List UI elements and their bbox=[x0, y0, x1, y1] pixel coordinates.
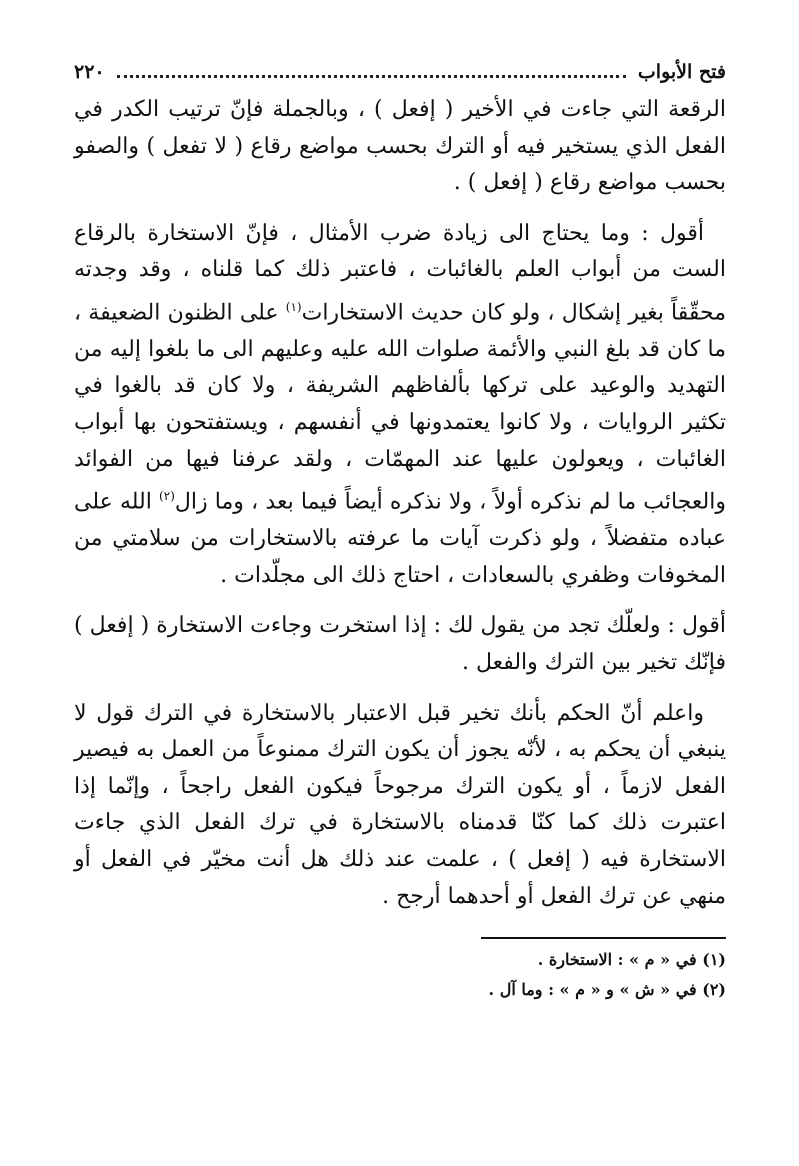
footnote-2: (٢) في « ش » و « م » : وما آل . bbox=[488, 980, 726, 1000]
paragraph-2-part-c: الله على عباده متفضلاً ، ولو ذكرت آيات ما عرفته بالاستخارات من سلامتي من المخوفات وظفري بالسعادات ، احتاج ذلك الى مجلّدات . bbox=[74, 489, 726, 588]
paragraph-2 bbox=[74, 216, 726, 595]
footnote-rule bbox=[481, 937, 726, 939]
header-dot-leader bbox=[117, 75, 626, 78]
running-title: فتح الأبواب bbox=[637, 61, 726, 83]
page-number: ٢٢٠ bbox=[74, 61, 105, 83]
paragraph-3: أقول : ولعلّك تجد من يقول لك : إذا استخرت وجاءت الاستخارة ( إفعل ) فإنّك تخير بين الترك والفعل . bbox=[74, 613, 726, 675]
footnotes bbox=[74, 945, 726, 1005]
paragraph-4: واعلم أنّ الحكم بأنك تخير قبل الاعتبار بالاستخارة في الترك قول لا ينبغي أن يحكم به ، لأنّه يجوز أن يكون الترك ممنوعاً من العمل به فيصير الفعل لازماً ، أو يكون الترك مرجوحاً فيكون الفعل راجحاً ، وإنّما إذا اعتبرت ذلك كما كنّا قدمناه بالاستخارة في ترك الفعل الذي جاءت الاستخارة فيه ( إفعل ) ، علمت عند ذلك هل أنت مخيّر في الفعل أو منهي عن ترك الفعل أو أحدهما أرجح . bbox=[74, 700, 726, 909]
body-text bbox=[74, 92, 726, 915]
page-header bbox=[74, 52, 726, 92]
paragraph-1: الرقعة التي جاءت في الأخير ( إفعل ) ، وبالجملة فإنّ ترتيب الكدر في الفعل الذي يستخير فيه أو الترك بحسب مواضع رقاع ( لا تفعل ) والصفو بحسب مواضع رقاع ( إفعل ) . bbox=[74, 97, 726, 196]
footnote-mark-1: (١) bbox=[285, 299, 302, 314]
page bbox=[74, 52, 726, 1132]
footnote-mark-2: (٢) bbox=[159, 489, 175, 504]
paragraph-2-part-b: على الظنون الضعيفة ، ما كان قد بلغ النبي والأئمة صلوات الله عليه وعليهم الى ما بلغوا إليه من التهديد والوعيد على تركها بألفاظهم الشريفة ، ولا كان قد بالغوا في تكثير الروايات ، ولا كانوا يعتمدونها في أنفسهم ، ويستفتحون بها أبواب الغائبات ، ويعولون عليها عند المهمّات ، ولقد عرفنا فيها من الفوائد والعجائب ما لم نذكره أولاً ، ولا نذكره أيضاً فيما بعد ، وما زال bbox=[74, 300, 726, 515]
footnote-1: (١) في « م » : الاستخارة . bbox=[537, 950, 726, 970]
paragraph-2-part-a: أقول : وما يحتاج الى زيادة ضرب الأمثال ، فإنّ الاستخارة بالرقاع الست من أبواب العلم بالغائبات ، فاعتبر ذلك كما قلناه ، وقد وجدته محقّقاً بغير إشكال ، ولو كان حديث الاستخارات bbox=[74, 220, 726, 326]
